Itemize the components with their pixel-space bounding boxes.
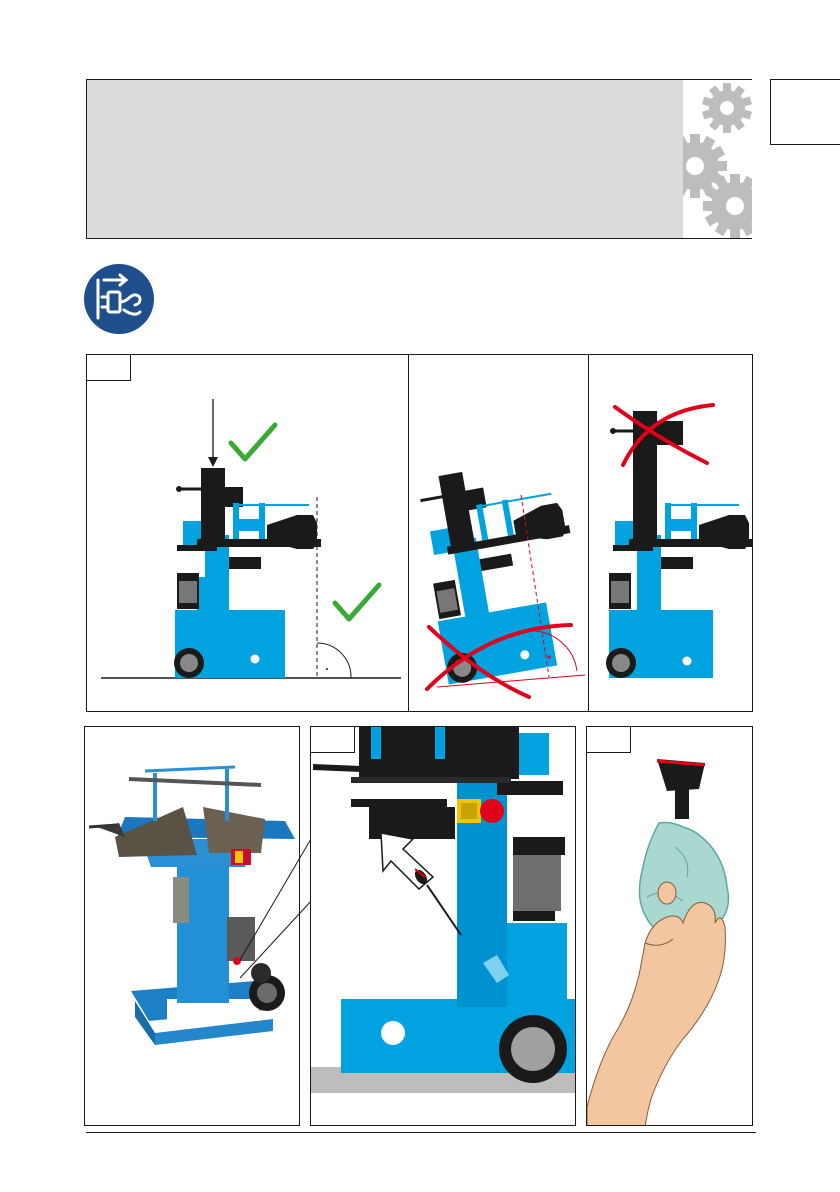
- splitter-closeup-drawing: [311, 727, 576, 1126]
- hand-cloth-dipstick-drawing: [587, 727, 753, 1126]
- figure-wipe-dipstick: [586, 726, 753, 1126]
- figure-dipstick-detail: [310, 726, 576, 1126]
- step-label-box: [587, 727, 631, 753]
- footer-rule: [86, 1132, 756, 1133]
- step-label-box: [311, 727, 355, 753]
